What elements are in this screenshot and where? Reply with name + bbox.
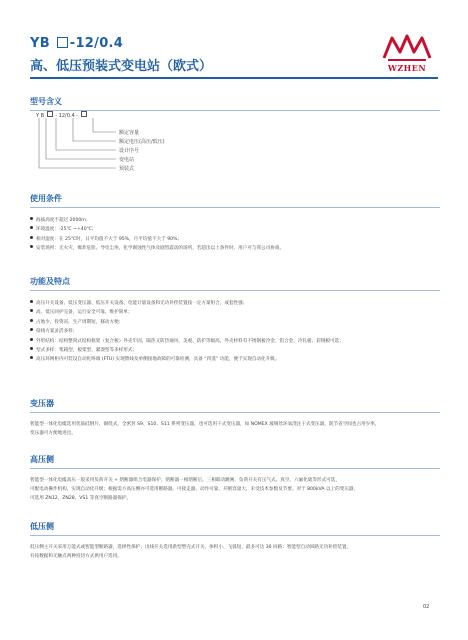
title-block (30, 36, 212, 74)
section-divider (30, 207, 440, 208)
bullet-dot-icon (30, 217, 33, 220)
model-placeholder-box (57, 37, 68, 48)
bullet-dot-icon (30, 338, 33, 341)
model-code-prefix: Y B (36, 113, 45, 119)
lv-paragraph: 低压侧主开关采用万能式或智能型断路器，选择性保护；出线开关选用新型塑壳式开关，体积小、飞弧短，最多可达 30 回路；智能型自动回路无功补偿装置， 有按数据和无触点两种投切方式供用户选用。 (30, 545, 352, 560)
page-number: 02 (423, 604, 430, 610)
list-item: 海拔高度不超过 2000m； (30, 216, 440, 225)
model-code (36, 111, 88, 119)
logo-text: WZHEN (387, 63, 427, 73)
bullet-dot-icon (30, 356, 33, 359)
model-code-box (47, 111, 53, 117)
features-list (30, 299, 440, 365)
section-features (30, 276, 440, 365)
list-item: 高压开关设备、低压变压器、低压开关设备、电能计量设备和无功补偿装置按一定方案组合，成套性强； (30, 299, 440, 308)
section-title-conditions: 使用条件 (30, 194, 62, 203)
section-title-transformer: 变压器 (30, 399, 54, 408)
list-item: 安装场所：无火灾、爆炸危险、导电尘埃、化学腐蚀性气体及剧烈震动的场所，若超出以上条件时，用户可与我公司协商。 (30, 244, 440, 253)
list-item: 高压环网柜内可装设自动化终端 (FTU) 实现馈线及单侧接地故障的可靠检测，具备 “四遥” 功能，便于实现自动化升级。 (30, 355, 440, 364)
section-title-features: 功能及特点 (30, 277, 70, 286)
bullet-dot-icon (30, 226, 33, 229)
section-hv (30, 454, 440, 504)
bullet-dot-icon (30, 236, 33, 239)
bullet-dot-icon (30, 245, 33, 248)
section-transformer (30, 398, 440, 438)
model-label-voltage: 额定电压(高压/低压) (119, 139, 165, 145)
section-divider (30, 290, 440, 291)
section-lv (30, 521, 440, 561)
section-divider (30, 412, 440, 413)
bullet-dot-icon (30, 319, 33, 322)
title-suffix: -12/0.4 (69, 36, 124, 51)
section-divider (30, 468, 440, 469)
list-item: 接线方案灵活多样； (30, 327, 440, 336)
logo-emblem-icon (378, 32, 436, 64)
list-item: 占地少，投资省，生产周期短，移动方便； (30, 318, 440, 327)
section-divider (30, 535, 440, 536)
title-prefix: YB (30, 36, 50, 51)
product-subtitle: 高、低压预装式变电站（欧式） (30, 59, 213, 74)
section-title-hv: 高压侧 (30, 455, 54, 464)
section-model (30, 96, 440, 111)
model-label-capacity: 额定容量 (119, 130, 140, 136)
list-item: 相对湿度：在 25℃时，日平均值不大于 95%，月平均值不大于 90%； (30, 235, 440, 244)
list-item: 外形结构：结构整窝式结构框架（复合板）外壳牢固，隔热又防热通风、美观、防护等级高，外壳材料有不锈钢板冷金、铝合金、冷轧板、彩钢板可选； (30, 337, 440, 346)
section-title-lv: 低压侧 (30, 522, 54, 531)
model-label-substation: 变电站 (119, 157, 135, 163)
list-item: 型式多样：集箱型、板架型、紧凑型等多样形式； (30, 346, 440, 355)
company-logo (378, 32, 436, 74)
model-diagram (36, 111, 176, 173)
transformer-paragraph: 智能型一体化电缆选用优质硅钢片、铜绕式，全密封 S9、S10、S11 系列变压器，也可选用干式变压器，如 NOMEX 玻璃丝环氧浇注干式变压器，既节省空间也占用少率， 变压器可方便地进出。 (30, 422, 380, 437)
hv-paragraph: 智能型一体化电缆高压一般采用负荷开关 + 熔断器组合电器保护，熔断器一相熔断后，三相联动跳闸，负荷开关有压气式、真空、六氟化硫等形式可选， 可配电动操作机构，实现自动化升级；根据需方高压侧亦可选用断路器，可接走器、动作可靠，开断容量大，未受技术参数及节要。对于 800kVA 以上的变压器， 可选用 ZN12、ZN28、VS1 等真空断路器保护。 (30, 478, 359, 502)
model-label-design: 设计序号 (119, 148, 140, 154)
product-title (30, 36, 212, 51)
header-rule (30, 77, 438, 79)
model-label-prefab: 预装式 (119, 166, 135, 172)
bullet-dot-icon (30, 328, 33, 331)
list-item: 环境温度：-25℃ ~+40℃； (30, 225, 440, 234)
bullet-dot-icon (30, 347, 33, 350)
section-conditions (30, 193, 440, 254)
bullet-dot-icon (30, 309, 33, 312)
bullet-dot-icon (30, 300, 33, 303)
section-title-model: 型号含义 (30, 97, 62, 106)
list-item: 高、低压回护完备，运行安全可靠，维护简单； (30, 308, 440, 317)
conditions-list (30, 216, 440, 254)
model-code-box (81, 111, 87, 117)
model-code-mid: - 12/0.4 - (55, 113, 79, 119)
